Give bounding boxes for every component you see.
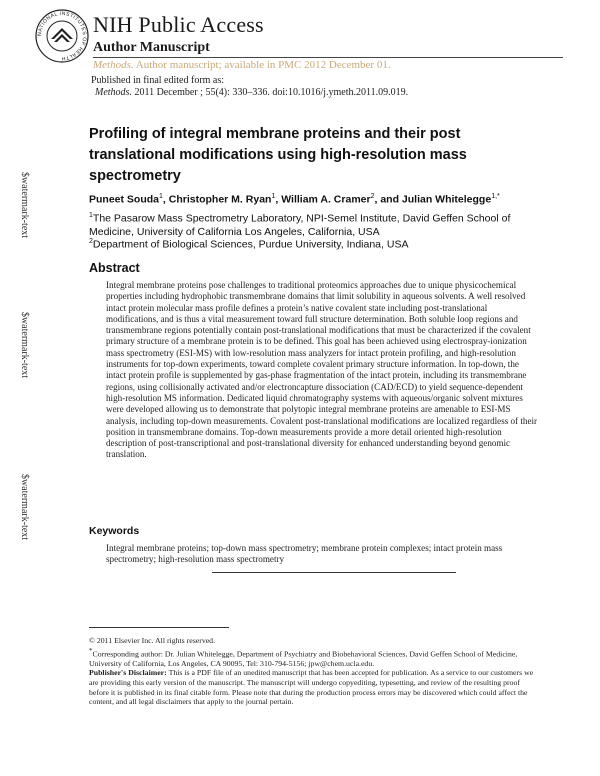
author-name: Puneet Souda bbox=[89, 193, 160, 206]
abstract-body: Integral membrane proteins pose challenges to traditional proteomics approaches due to unique physicochemical properties including hydrophobic transmembrane domains that limit solubility in aqueous solvents. A well resolved intact protein molecular mass profile defines a protein’s native covalent state including post-translational modifications, and is thus a vital measurement toward full structure determination. Both soluble loop regions and transmembrane regions potentially contain post-translational modifications that must be characterized if the covalent primary structure of a membrane protein is to be defined. This goal has been achieved using electrospray-ionization mass spectrometry (ESI-MS) with low-resolution mass analyzers for intact protein profiling, and high-resolution instruments for top-down experiments, toward complete covalent primary structure information. In top-down, the intact protein profile is supplemented by gas-phase fragmentation of the intact protein, including its transmembrane regions, using collisionally activated and/or electroncapture dissociation (CAD/ECD) to yield sequence-dependent high-resolution MS information. Dedicated liquid chromatography systems with aqueous/organic solvent mixtures were developed allowing us to demonstrate that polytopic integral membrane proteins are amenable to ESI-MS analysis, including top-down measurements. Covalent post-translational modifications are localized regardless of their position in transmembrane domains. Top-down measurements provide a more detail oriented high-resolution description of post-transcriptional and post-translational diversity for enhanced understanding beyond genomic translation. bbox=[106, 280, 538, 460]
affiliation-2 bbox=[89, 238, 529, 251]
author-name: Christopher M. Ryan bbox=[168, 193, 272, 206]
corresponding-text: Corresponding author: Dr. Julian Whitelegge, Department of Psychiatry and Biobehavioral Sciences, David Geffen School of Medicine, University of California, Los Angeles, CA 90095, Tel: 310-794-5156; jpw@chem.ucla.edu. bbox=[89, 649, 518, 669]
disclaimer-text: This is a PDF file of an unedited manuscript that has been accepted for publication. As a service to our customers we are providing this early version of the manuscript. The manuscript will undergo copyediting, typesetting, and review of the resulting proof before it is published in its final citable form. Please note that during the production process errors may be discovered which could affect the content, and all legal disclaimers that apply to the journal pertain. bbox=[89, 668, 534, 707]
author-name: William A. Cramer bbox=[281, 193, 371, 206]
author-name: Julian Whitelegge bbox=[401, 193, 492, 206]
keywords-heading: Keywords bbox=[89, 525, 140, 537]
copyright-notice: © 2011 Elsevier Inc. All rights reserved. bbox=[89, 636, 216, 645]
availability-journal: Methods. bbox=[93, 59, 134, 71]
author-sup: 1 bbox=[271, 193, 276, 200]
footnote-divider bbox=[89, 627, 229, 628]
corresponding-mark: * bbox=[89, 647, 93, 655]
citation-text: 2011 December ; 55(4): 330–336. doi:10.1016/j.ymeth.2011.09.019. bbox=[134, 87, 409, 98]
publisher-disclaimer bbox=[89, 668, 537, 707]
paper-title: Profiling of integral membrane proteins and their post translational modifications using high-resolution mass spectrometry bbox=[89, 126, 467, 184]
affiliation-sup: 2 bbox=[89, 238, 93, 245]
author-list bbox=[89, 193, 500, 206]
published-label: Published in final edited form as: bbox=[91, 75, 225, 86]
citation bbox=[95, 87, 408, 98]
side-watermark: $watermark-text bbox=[19, 311, 30, 379]
disclaimer-label: Publisher's Disclaimer: bbox=[89, 668, 167, 677]
author-separator: , bbox=[162, 193, 169, 206]
abstract-heading: Abstract bbox=[89, 261, 140, 275]
author-sup: 1,* bbox=[491, 193, 500, 200]
availability-text: Author manuscript; available in PMC 2012 December 01. bbox=[135, 59, 391, 71]
nih-logo bbox=[34, 8, 90, 64]
affiliation-text: Department of Biological Sciences, Purdue University, Indiana, USA bbox=[92, 238, 409, 251]
author-sup: 1 bbox=[159, 193, 163, 200]
side-watermark: $watermark-text bbox=[19, 171, 30, 239]
citation-journal: Methods. bbox=[95, 87, 132, 98]
side-watermark: $watermark-text bbox=[19, 473, 30, 541]
header-divider bbox=[93, 57, 563, 58]
nih-public-access-title: NIH Public Access bbox=[93, 12, 264, 37]
affiliation-text: The Pasarow Mass Spectrometry Laboratory, NPI-Semel Institute, David Geffen School of Medicine, University of California Los Angeles, California, USA bbox=[89, 212, 511, 238]
corresponding-author-note bbox=[89, 647, 537, 669]
logo-ring-text: NATIONAL INSTITUTES OF HEALTH bbox=[36, 10, 88, 62]
affiliation-sup: 1 bbox=[89, 212, 93, 219]
affiliation-1 bbox=[89, 209, 529, 239]
author-sup: 2 bbox=[370, 193, 375, 200]
author-manuscript-label: Author Manuscript bbox=[93, 40, 210, 55]
keywords-body: Integral membrane proteins; top-down mass spectrometry; membrane protein complexes; intact protein mass spectrometry; high-resolution mass spectrometry bbox=[106, 543, 503, 565]
availability-line bbox=[93, 59, 391, 71]
author-separator: , bbox=[275, 193, 282, 206]
author-separator: , and bbox=[374, 193, 402, 206]
keywords-divider bbox=[212, 572, 456, 573]
